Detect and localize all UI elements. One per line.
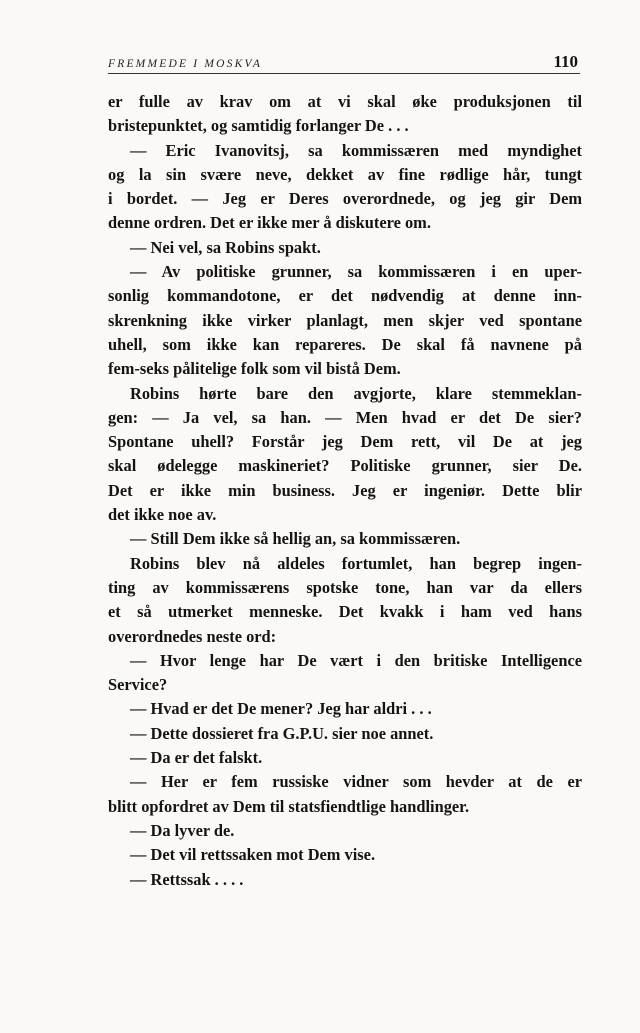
header-rule [108, 73, 580, 74]
text-line: — Nei vel, sa Robins spakt. [130, 237, 321, 257]
text-line: denne ordren. Det er ikke mer å diskutere om. [108, 213, 431, 233]
running-head-title: FREMMEDE I MOSKVA [108, 58, 263, 70]
text-line: sonlig kommandotone, er det nødvendig at denne inn- [108, 286, 582, 306]
text-line: et så utmerket menneske. Det kvakk i ham ved hans [108, 602, 582, 622]
text-line: skrenkning ikke virker planlagt, men skjer ved spontane [108, 310, 582, 330]
text-line: skal ødelegge maskineriet? Politiske grunner, sier De. [108, 456, 582, 476]
text-line: er fulle av krav om at vi skal øke produksjonen til [108, 92, 582, 111]
page-number: 110 [553, 52, 578, 71]
text-line: uhell, som ikke kan repareres. De skal få navnene på [108, 334, 582, 354]
text-line: — Rettssak . . . . [130, 869, 244, 889]
running-head [108, 48, 580, 74]
text-line: — Det vil rettssaken mot Dem vise. [130, 845, 376, 865]
text-line: — Still Dem ikke så hellig an, sa kommissæren. [130, 529, 461, 549]
text-line: ting av kommissærens spotske tone, han var da ellers [108, 577, 582, 597]
text-line: — Dette dossieret fra G.P.U. sier noe annet. [130, 723, 434, 743]
text-line: — Da er det falskt. [130, 748, 263, 768]
text-line: overordnedes neste ord: [108, 626, 277, 646]
text-line: Robins hørte bare den avgjorte, klare stemmeklan- [130, 383, 582, 403]
text-line: — Hvor lenge har De vært i den britiske Intelligence [130, 650, 582, 670]
text-line: — Hvad er det De mener? Jeg har aldri . . . [130, 699, 432, 719]
text-line: bristepunktet, og samtidig forlanger De . . . [108, 116, 409, 136]
text-line: Det er ikke min business. Jeg er ingeniør. Dette blir [108, 480, 582, 500]
text-line: Service? [108, 675, 168, 695]
text-line: — Eric Ivanovitsj, sa kommissæren med myndighet [130, 140, 582, 160]
text-line: gen: — Ja vel, sa han. — Men hvad er det De sier? [108, 407, 582, 427]
text-line: fem-seks pålitelige folk som vil bistå Dem. [108, 359, 401, 379]
text-line: og la sin svære neve, dekket av fine rødlige hår, tungt [108, 164, 582, 184]
text-line: — Her er fem russiske vidner som hevder at de er [130, 772, 582, 792]
text-line: — Av politiske grunner, sa kommissæren i en uper- [130, 262, 582, 282]
text-line: — Da lyver de. [130, 820, 235, 840]
text-line: i bordet. — Jeg er Deres overordnede, og jeg gir Dem [108, 189, 582, 209]
text-line: det ikke noe av. [108, 505, 217, 525]
body-text [108, 90, 582, 892]
text-line: blitt opfordret av Dem til statsfiendtlige handlinger. [108, 796, 470, 816]
text-line: Robins blev nå aldeles fortumlet, han begrep ingen- [130, 553, 582, 573]
text-line: Spontane uhell? Forstår jeg Dem rett, vil De at jeg [108, 432, 582, 452]
